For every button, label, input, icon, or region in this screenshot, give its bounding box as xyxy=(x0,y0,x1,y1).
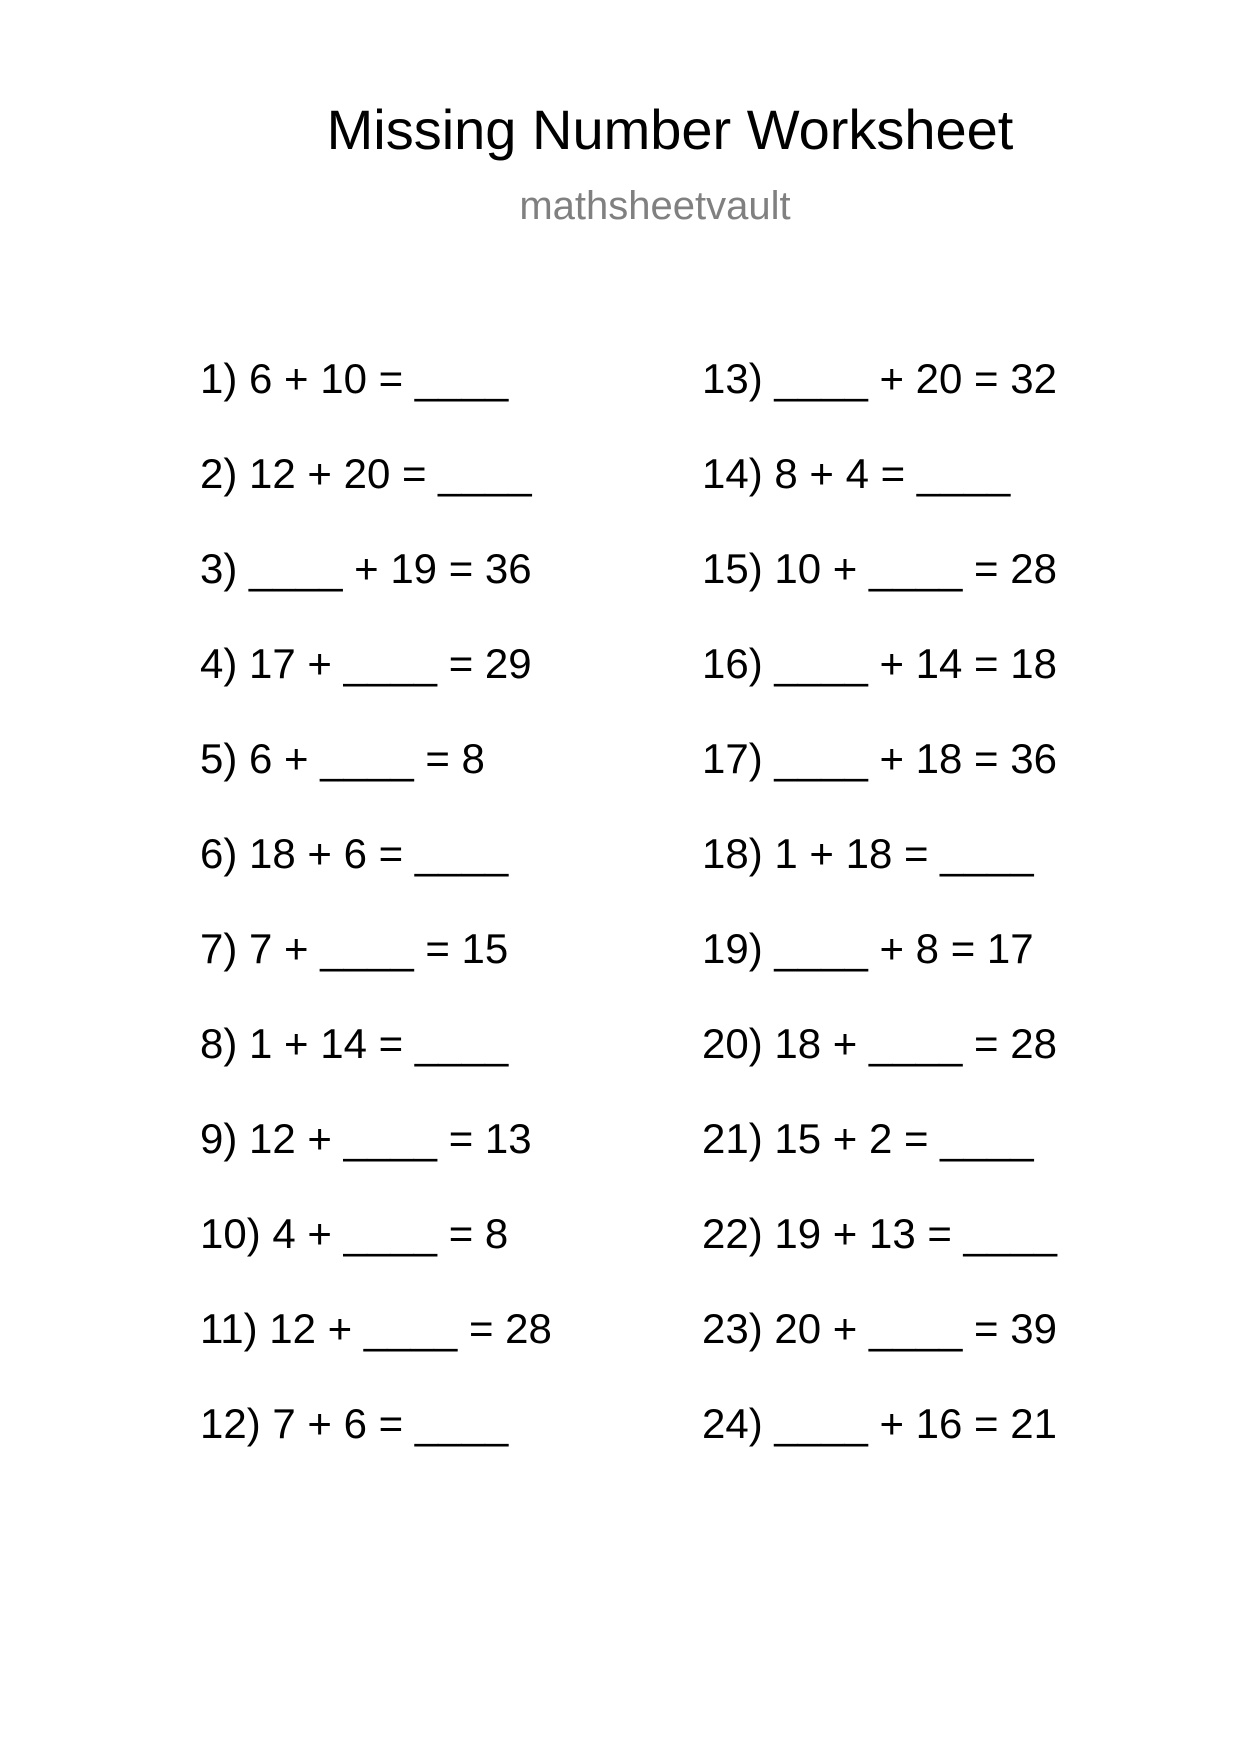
problem-15: 15) 10 + ____ = 28 xyxy=(702,545,1057,592)
problem-11: 11) 12 + ____ = 28 xyxy=(200,1305,552,1352)
problem-5: 5) 6 + ____ = 8 xyxy=(200,735,485,782)
problem-18: 18) 1 + 18 = ____ xyxy=(702,830,1034,877)
problem-10: 10) 4 + ____ = 8 xyxy=(200,1210,509,1257)
problem-23: 23) 20 + ____ = 39 xyxy=(702,1305,1057,1352)
problem-20: 20) 18 + ____ = 28 xyxy=(702,1020,1057,1067)
worksheet-title: Missing Number Worksheet xyxy=(326,98,1014,161)
problem-22: 22) 19 + 13 = ____ xyxy=(702,1210,1057,1257)
problem-9: 9) 12 + ____ = 13 xyxy=(200,1115,532,1162)
problem-17: 17) ____ + 18 = 36 xyxy=(702,735,1057,782)
problem-2: 2) 12 + 20 = ____ xyxy=(200,450,532,497)
problem-3: 3) ____ + 19 = 36 xyxy=(200,545,532,592)
problem-19: 19) ____ + 8 = 17 xyxy=(702,925,1034,972)
worksheet-subtitle: mathsheetvault xyxy=(519,184,791,228)
problem-12: 12) 7 + 6 = ____ xyxy=(200,1400,509,1447)
problem-16: 16) ____ + 14 = 18 xyxy=(702,640,1057,687)
problem-4: 4) 17 + ____ = 29 xyxy=(200,640,532,687)
problem-24: 24) ____ + 16 = 21 xyxy=(702,1400,1057,1447)
problem-1: 1) 6 + 10 = ____ xyxy=(200,355,509,402)
problem-14: 14) 8 + 4 = ____ xyxy=(702,450,1011,497)
problem-13: 13) ____ + 20 = 32 xyxy=(702,355,1057,402)
problem-6: 6) 18 + 6 = ____ xyxy=(200,830,509,877)
problem-21: 21) 15 + 2 = ____ xyxy=(702,1115,1034,1162)
problem-8: 8) 1 + 14 = ____ xyxy=(200,1020,509,1067)
problem-7: 7) 7 + ____ = 15 xyxy=(200,925,509,972)
